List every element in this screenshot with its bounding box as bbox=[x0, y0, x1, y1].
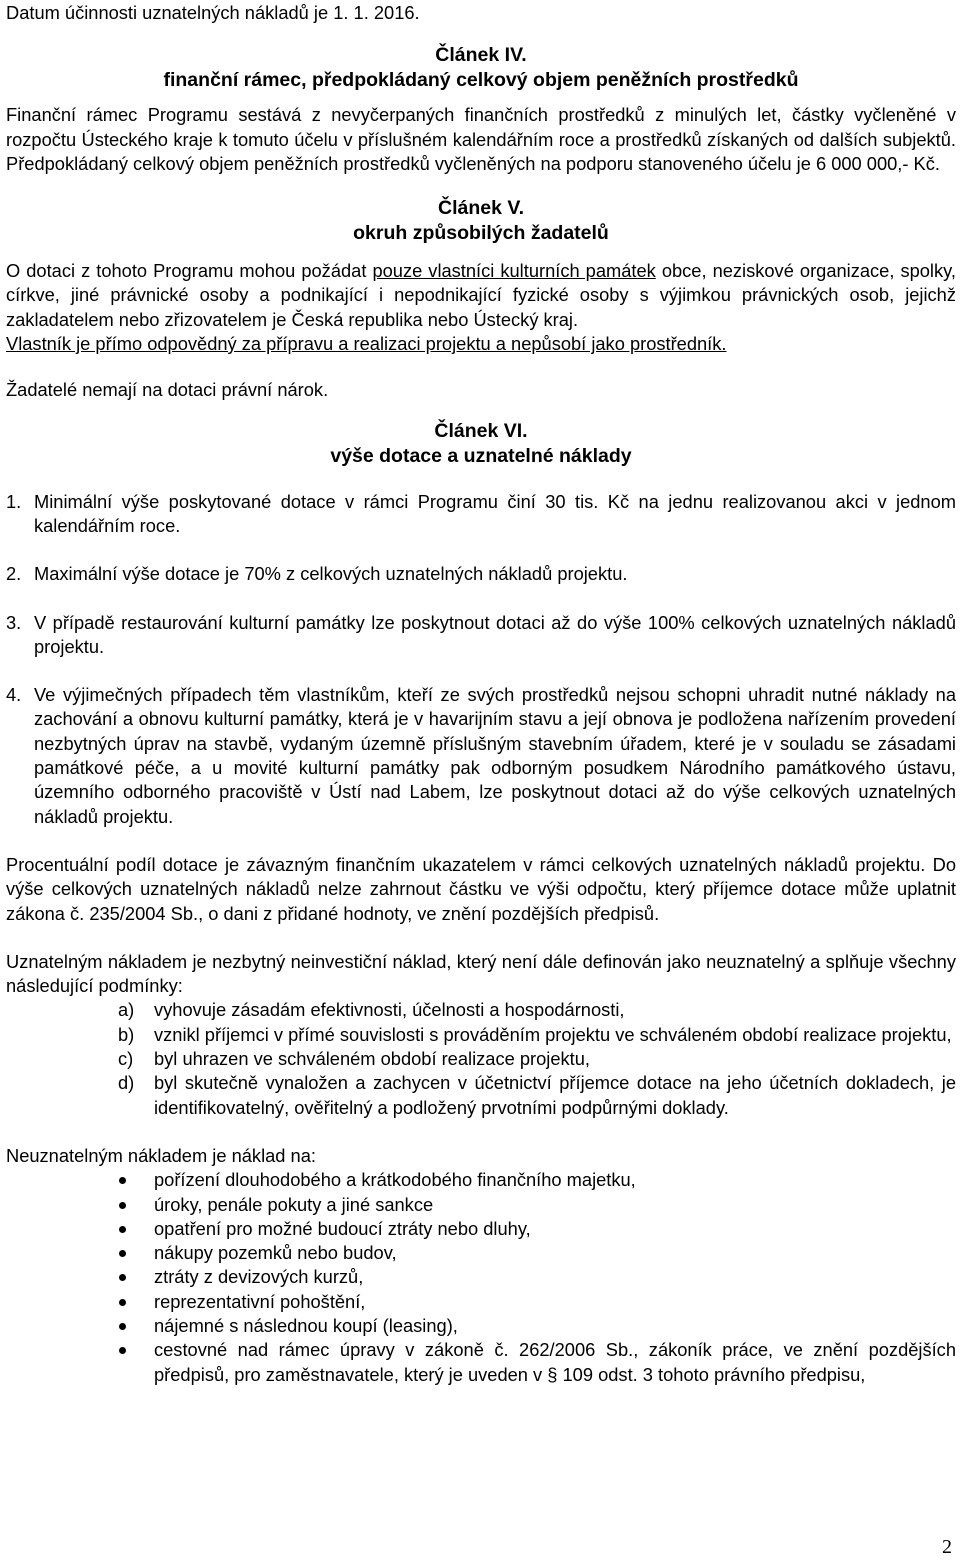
article-6-item-4 bbox=[6, 683, 956, 829]
article-5-paragraph bbox=[6, 259, 956, 332]
condition-text: vznikl příjemci v přímé souvislosti s prováděním projektu ve schváleném období realizace projektu, bbox=[154, 1023, 952, 1045]
ineligible-item bbox=[116, 1338, 956, 1387]
bullet-icon bbox=[119, 1299, 126, 1306]
article-4-paragraph: Finanční rámec Programu sestává z nevyčerpaných finančních prostředků z minulých let, částky vyčleněné v rozpočtu Ústeckého kraje k tomuto účelu v příslušném kalendářním roce a prostředků získaných od dalších subjektů. Předpokládaný celkový objem peněžních prostředků vyčleněných na podporu stanoveného účelu je 6 000 000,- Kč. bbox=[6, 104, 956, 174]
ineligible-item bbox=[116, 1265, 956, 1289]
item-text: Minimální výše poskytované dotace v rámci Programu činí 30 tis. Kč na jednu realizovanou akci v jednom kalendářním roce. bbox=[34, 490, 956, 536]
article-4 bbox=[6, 43, 956, 176]
ineligible-item-text: pořízení dlouhodobého a krátkodobého finančního majetku, bbox=[154, 1169, 636, 1191]
ineligible-item-text: nájemné s následnou koupí (leasing), bbox=[154, 1314, 458, 1336]
ineligible-item-text: reprezentativní pohoštění, bbox=[154, 1290, 366, 1312]
bullet-icon bbox=[119, 1226, 126, 1233]
article-5-title: okruh způsobilých žadatelů bbox=[353, 222, 609, 245]
condition-item-a bbox=[118, 998, 956, 1022]
condition-letter: c) bbox=[118, 1048, 134, 1070]
bullet-icon bbox=[119, 1347, 126, 1354]
article-6-item-2 bbox=[6, 562, 956, 586]
condition-text: vyhovuje zásadám efektivnosti, účelnosti a hospodárnosti, bbox=[154, 999, 625, 1021]
condition-item-d bbox=[118, 1071, 956, 1120]
article-6-number: Článek VI. bbox=[434, 419, 528, 442]
article-5-no-claim: Žadatelé nemají na dotaci právní nárok. bbox=[6, 379, 329, 401]
ineligible-item bbox=[116, 1193, 956, 1217]
ineligible-item-text: opatření pro možné budoucí ztráty nebo dluhy, bbox=[154, 1217, 531, 1239]
item-number: 2. bbox=[6, 563, 22, 585]
ineligible-item-text: cestovné nad rámec úpravy v zákoně č. 262/2006 Sb., zákoník práce, ve znění pozdějších předpisů, pro zaměstnavatele, který je uveden v § 109 odst. 3 tohoto právního předpisu, bbox=[154, 1339, 956, 1385]
condition-item-c bbox=[118, 1047, 956, 1071]
item-number: 4. bbox=[6, 684, 22, 706]
condition-text: byl skutečně vynaložen a zachycen v účetnictví příjemce dotace na jeho účetních dokladech, je identifikovatelný, ověřitelný a podložený prvotními podpůrnými doklady. bbox=[154, 1072, 956, 1118]
article-6-item-1 bbox=[6, 490, 956, 539]
article-5-para-part1: O dotaci z tohoto Programu mohou požádat bbox=[6, 260, 373, 282]
ineligible-item-text: ztráty z devizových kurzů, bbox=[154, 1266, 364, 1288]
eligible-cost-intro: Uznatelným nákladem je nezbytný neinvestiční náklad, který není dále definován jako neuznatelný a splňuje všechny následující podmínky: bbox=[6, 950, 956, 997]
article-5 bbox=[6, 196, 956, 402]
item-number: 3. bbox=[6, 611, 22, 633]
item-text: Maximální výše dotace je 70% z celkových uznatelných nákladů projektu. bbox=[34, 563, 628, 585]
ineligible-item bbox=[116, 1314, 956, 1338]
ineligible-costs-list bbox=[116, 1168, 956, 1387]
item-number: 1. bbox=[6, 490, 22, 512]
ineligible-item bbox=[116, 1241, 956, 1265]
ineligible-item bbox=[116, 1217, 956, 1241]
ineligible-item-text: úroky, penále pokuty a jiné sankce bbox=[154, 1193, 434, 1215]
article-6-title: výše dotace a uznatelné náklady bbox=[330, 444, 632, 467]
ineligible-item bbox=[116, 1168, 956, 1192]
eligible-conditions-list bbox=[118, 998, 956, 1119]
article-4-number: Článek IV. bbox=[435, 44, 527, 67]
bullet-icon bbox=[119, 1274, 126, 1281]
article-4-title: finanční rámec, předpokládaný celkový objem peněžních prostředků bbox=[163, 69, 799, 92]
bullet-icon bbox=[119, 1250, 126, 1257]
bullet-icon bbox=[119, 1177, 126, 1184]
ineligible-cost-intro: Neuznatelným nákladem je náklad na: bbox=[6, 1144, 316, 1166]
article-5-owner-responsibility: Vlastník je přímo odpovědný za přípravu a realizaci projektu a nepůsobí jako prostředník. bbox=[6, 333, 727, 355]
condition-letter: a) bbox=[118, 999, 135, 1021]
effective-date-line: Datum účinnosti uznatelných nákladů je 1. 1. 2016. bbox=[6, 2, 420, 23]
article-6 bbox=[6, 419, 956, 1387]
ineligible-item-text: nákupy pozemků nebo budov, bbox=[154, 1242, 397, 1264]
condition-letter: b) bbox=[118, 1023, 135, 1045]
item-text: V případě restaurování kulturní památky lze poskytnout dotaci až do výše 100% celkových uznatelných nákladů projektu. bbox=[34, 611, 956, 657]
condition-letter: d) bbox=[118, 1072, 135, 1094]
bullet-icon bbox=[119, 1323, 126, 1330]
condition-item-b bbox=[118, 1023, 956, 1047]
page-number: 2 bbox=[942, 1536, 952, 1558]
article-6-item-3 bbox=[6, 611, 956, 660]
ineligible-item bbox=[116, 1290, 956, 1314]
article-5-owners-only: pouze vlastníci kulturních památek bbox=[372, 260, 656, 282]
document-page bbox=[6, 0, 956, 1387]
condition-text: byl uhrazen ve schváleném období realizace projektu, bbox=[154, 1048, 590, 1070]
article-5-number: Článek V. bbox=[438, 197, 524, 220]
article-5-para-part2: obce, neziskové organizace, spolky, církve, jiné právnické osoby a podnikající i nepodnikající fyzické osoby s výjimkou právnických osob, jejichž zakladatelem nebo zřizovatelem je Česká republika nebo Ústecký kraj. bbox=[6, 260, 956, 330]
percentage-share-paragraph: Procentuální podíl dotace je závazným finančním ukazatelem v rámci celkových uznatelných nákladů projektu. Do výše celkových uznatelných nákladů nelze zahrnout částku ve výši odpočtu, který příjemce dotace může uplatnit zákona č. 235/2004 Sb., o dani z přidané hodnoty, ve znění pozdějších předpisů. bbox=[6, 853, 956, 924]
item-text: Ve výjimečných případech těm vlastníkům, kteří ze svých prostředků nejsou schopni uhradit nutné náklady na zachování a obnovu kulturní památky, která je v havarijním stavu a její obnova je podložena nařízením provedení nezbytných úprav na stavbě, vydaným územně příslušným stavebním úřadem, které je v souladu se zásadami památkové péče, a u movité kulturní památky pak odborným posudkem Národního památkového ústavu, územního odborného pracoviště v Ústí nad Labem, lze poskytnout dotaci až do výše celkových uznatelných nákladů projektu. bbox=[34, 684, 956, 827]
bullet-icon bbox=[119, 1202, 126, 1209]
